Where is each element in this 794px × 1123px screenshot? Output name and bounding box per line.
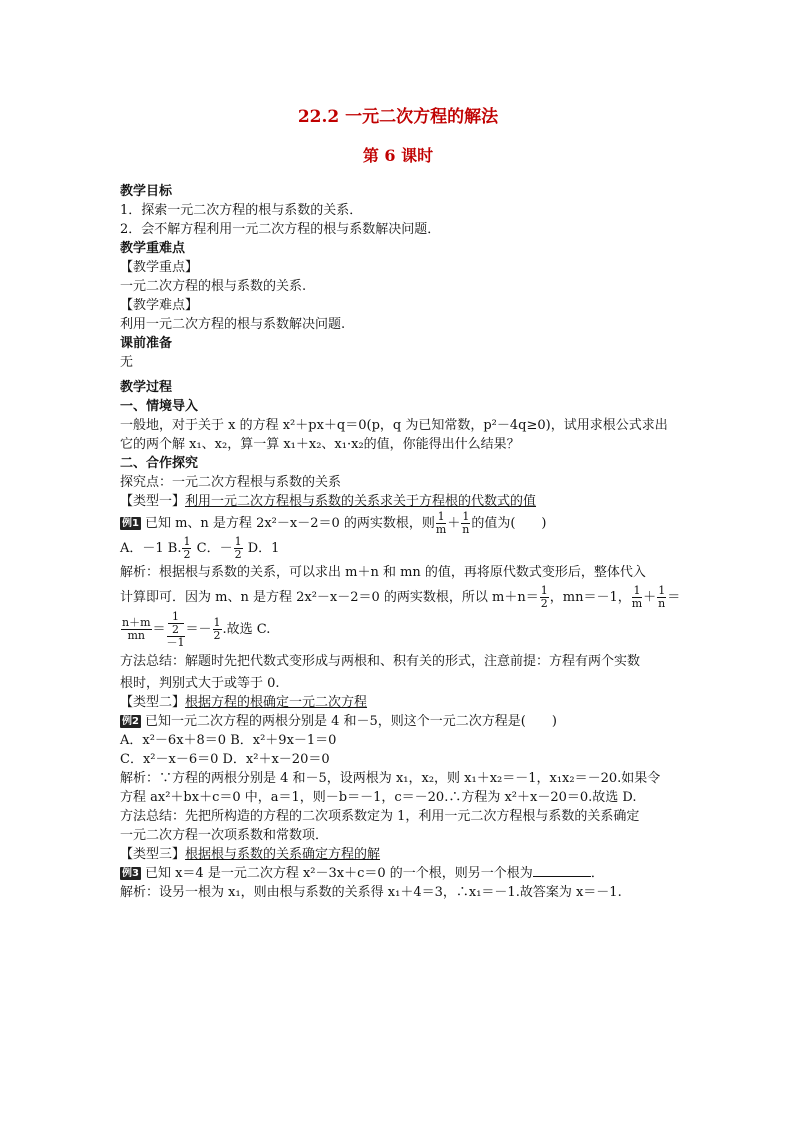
- compound-fraction: 1 2 －1: [166, 609, 185, 649]
- solution-2-line-1: 解析：∵方程的两根分别是 4 和－5，设两根为 x₁，x₂，则 x₁＋x₂＝－1，x₁x₂＝－20.如果令: [120, 771, 661, 786]
- fraction-half: $\frac{1}{2}$: [234, 535, 242, 561]
- process-heading: 教学过程: [120, 380, 173, 395]
- goal-1: 1．探索一元二次方程的根与系数的关系．: [120, 203, 363, 218]
- fraction-1-over-n: $\frac{1}{n}$: [658, 584, 666, 610]
- summary-1-line-1: 方法总结：解题时先把代数式变形成与两根和、积有关的形式，注意前提：方程有两个实数: [120, 654, 641, 669]
- intro-line-1: 一般地，对于关于 x 的方程 x²＋px＋q＝0(p，q 为已知常数，p²－4q≥0)，试用求根公式求出: [120, 418, 668, 433]
- key-point-heading: 【教学重点】: [120, 260, 199, 275]
- example-3: 例3 已知 x＝4 是一元二次方程 x²－3x＋c＝0 的一个根，则另一个根为 ．: [122, 866, 604, 881]
- example-1: 例1 已知 m、n 是方程 2x²－x－2＝0 的两实数根，则 $\frac{1}{m}$ ＋ $\frac{1}{n}$ 的值为( ): [122, 510, 547, 536]
- example-2-options-cd: C．x²－x－6＝0 D．x²＋x－20＝0: [120, 752, 330, 767]
- hard-point-text: 利用一元二次方程的根与系数解决问题.: [120, 317, 346, 332]
- type-2-label: 【类型二】: [120, 695, 186, 710]
- fraction-half: $\frac{1}{2}$: [213, 616, 221, 642]
- type-1-title: 利用一元二次方程根与系数的关系求关于方程根的代数式的值: [185, 494, 537, 509]
- section-1-heading: 一、情境导入: [120, 399, 199, 414]
- hard-point-heading: 【教学难点】: [120, 298, 199, 313]
- solution-1-line-1: 解析：根据根与系数的关系，可以求出 m＋n 和 mn 的值，再将原代数式变形后，整体代入: [120, 565, 646, 580]
- fraction-1-over-n: $\frac{1}{n}$: [462, 510, 470, 536]
- solution-1-line-2: 计算即可．因为 m、n 是方程 2x²－x－2＝0 的两实数根，所以 m＋n＝ $\frac{1}{2}$ ，mn＝－1， $\frac{1}{m}$ ＋ $\frac{1}{n}$ ＝: [120, 584, 681, 610]
- example-1-badge: 例1: [122, 518, 139, 529]
- solution-3-line: 解析：设另一根为 x₁，则由根与系数的关系得 x₁＋4＝3，∴x₁＝－1.故答案为 x＝－1.: [120, 885, 622, 900]
- section-2-heading: 二、合作探究: [120, 456, 199, 471]
- summary-1-line-2: 根时，判别式大于或等于 0.: [120, 676, 280, 691]
- type-2-heading: [120, 693, 676, 712]
- answer-blank: [533, 864, 591, 877]
- type-3-heading: [120, 845, 676, 864]
- example-2-options-ab: A．x²－6x＋8＝0 B．x²＋9x－1＝0: [120, 733, 337, 748]
- fraction-1-over-m: $\frac{1}{m}$: [631, 584, 643, 610]
- summary-2-line-2: 一元二次方程一次项系数和常数项．: [120, 828, 329, 843]
- fraction-1-over-m: $\frac{1}{m}$: [435, 510, 447, 536]
- type-1-heading: [120, 492, 676, 511]
- lesson-number: 第 6 课时: [362, 146, 434, 165]
- example-2: 例2 已知一元二次方程的两根分别是 4 和－5，则这个一元二次方程是( ): [122, 714, 557, 729]
- type-2-title: 根据方程的根确定一元二次方程: [185, 695, 368, 710]
- type-3-label: 【类型三】: [120, 847, 186, 862]
- example-2-badge: 例2: [122, 716, 139, 727]
- example-1-text: 已知 m、n 是方程 2x²－x－2＝0 的两实数根，则: [144, 516, 435, 531]
- example-3-badge: 例3: [122, 868, 139, 879]
- solution-2-line-2: 方程 ax²＋bx＋c＝0 中，a＝1，则－b＝－1，c＝－20.∴方程为 x²＋x－20＝0.故选 D.: [120, 790, 637, 805]
- prep-heading: 课前准备: [120, 336, 173, 351]
- fraction-half: $\frac{1}{2}$: [183, 535, 191, 561]
- type-3-title: 根据根与系数的关系确定方程的解: [185, 847, 381, 862]
- summary-2-line-1: 方法总结：先把所构造的方程的二次项系数定为 1，利用一元二次方程根与系数的关系确定: [120, 809, 640, 824]
- type-1-label: 【类型一】: [120, 494, 186, 509]
- key-point-text: 一元二次方程的根与系数的关系.: [120, 279, 307, 294]
- goals-heading: 教学目标: [120, 184, 173, 199]
- solution-1-line-3: $\frac{n+m}{mn}$ ＝ 1 2 －1 ＝－ $\frac{1}{2}$ .故选 C.: [122, 609, 271, 649]
- fraction-sum-over-product: $\frac{n+m}{mn}$: [122, 616, 151, 642]
- example-1-options: A．－1 B. $\frac{1}{2}$ C．－ $\frac{1}{2}$ D．1: [120, 535, 280, 561]
- fraction-half: $\frac{1}{2}$: [540, 584, 548, 610]
- example-1-text-end: 的值为( ): [471, 516, 547, 531]
- explore-point: 探究点：一元二次方程根与系数的关系: [120, 475, 342, 490]
- prep-text: 无: [120, 355, 134, 370]
- intro-line-2: 它的两个解 x₁、x₂，算一算 x₁＋x₂、x₁·x₂的值，你能得出什么结果？: [120, 437, 520, 452]
- document-title: 22.2 一元二次方程的解法: [297, 107, 499, 127]
- difficulty-heading: 教学重难点: [120, 241, 186, 256]
- document-page: [120, 104, 681, 902]
- goal-2: 2．会不解方程利用一元二次方程的根与系数解决问题．: [120, 222, 441, 237]
